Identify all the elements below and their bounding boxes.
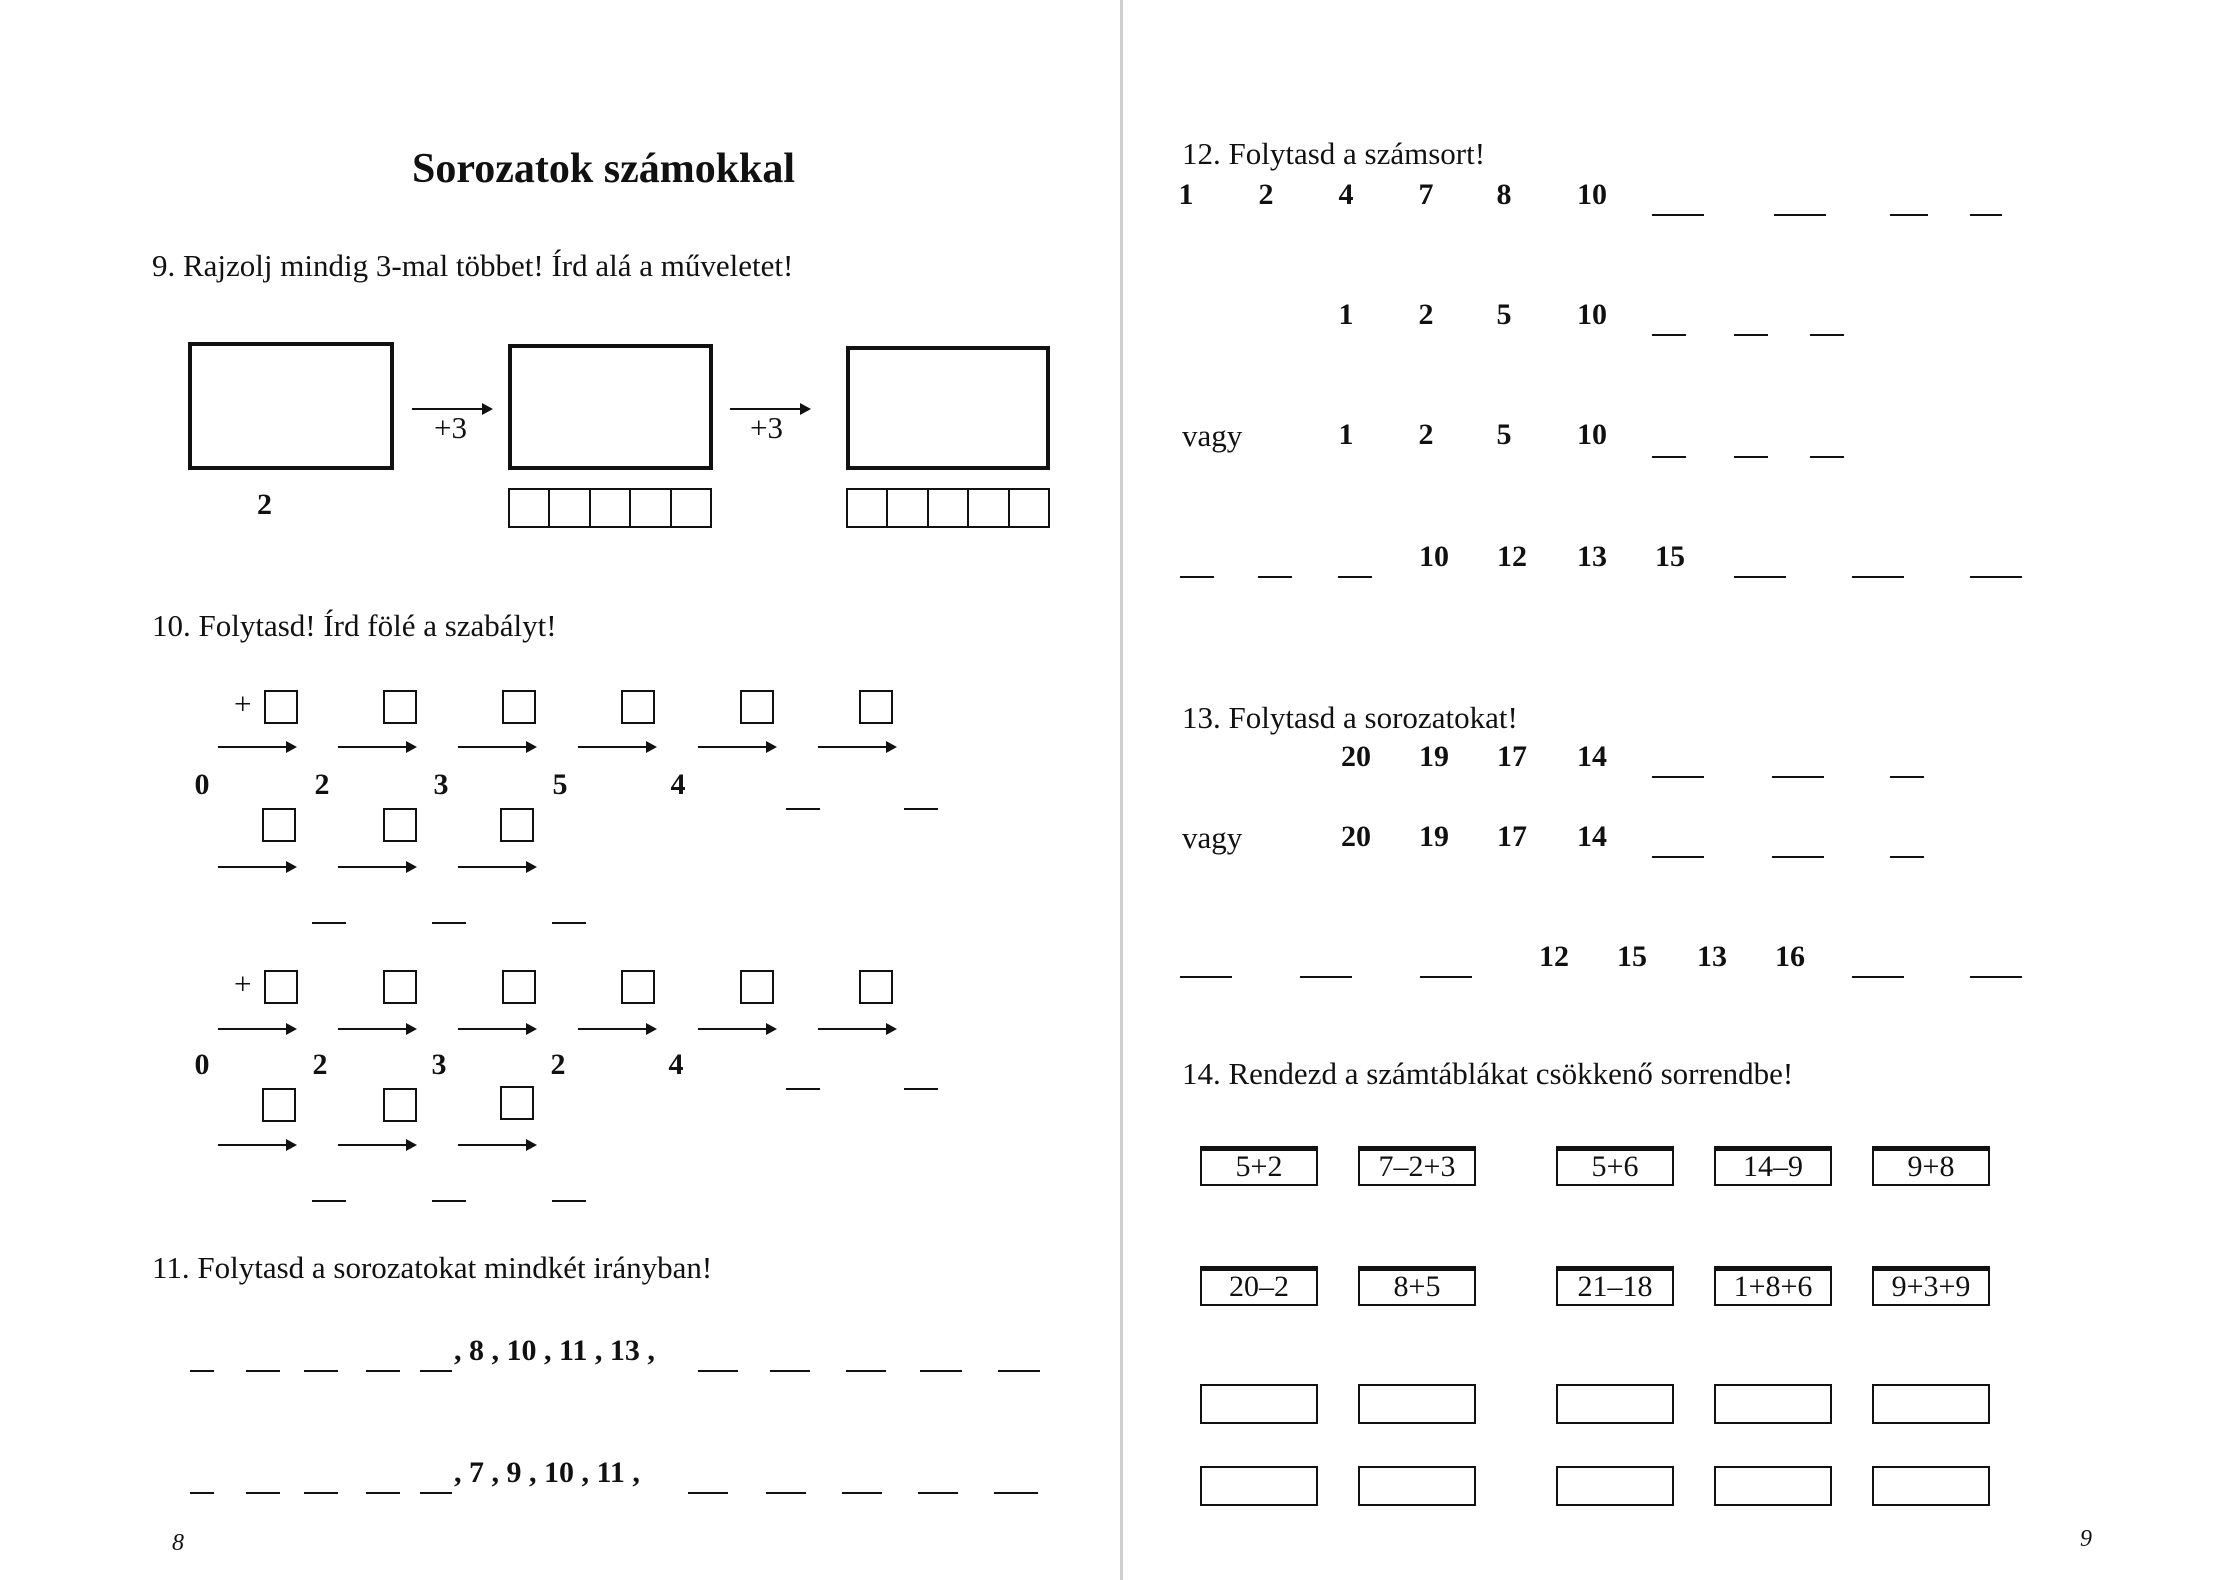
answer-blank[interactable] bbox=[420, 1370, 452, 1372]
answer-blank[interactable] bbox=[1652, 214, 1704, 216]
answer-blank[interactable] bbox=[1970, 214, 2002, 216]
sequence-number: 0 bbox=[194, 1048, 210, 1081]
rule-box[interactable] bbox=[262, 808, 296, 842]
sequence-number: 2 bbox=[1258, 178, 1274, 211]
empty-card-slot[interactable] bbox=[1714, 1466, 1832, 1506]
operation-cells-1[interactable] bbox=[508, 488, 712, 528]
task-9-instruction: 9. Rajzolj mindig 3-mal többet! Írd alá a műveletet! bbox=[152, 248, 794, 283]
answer-blank[interactable] bbox=[246, 1492, 280, 1494]
alternative-label: vagy bbox=[1182, 418, 1243, 453]
sequence-number: 2 bbox=[1418, 418, 1434, 451]
answer-blank[interactable] bbox=[1734, 576, 1786, 578]
answer-blank[interactable] bbox=[190, 1370, 214, 1372]
sequence-number: 15 bbox=[1655, 540, 1685, 573]
page-number: 9 bbox=[2080, 1526, 2092, 1552]
arrow bbox=[338, 866, 414, 868]
answer-blank[interactable] bbox=[1890, 856, 1924, 858]
answer-blank[interactable] bbox=[1734, 456, 1768, 458]
rule-box[interactable] bbox=[500, 808, 534, 842]
sequence-number: 1 bbox=[1338, 298, 1354, 331]
answer-blank[interactable] bbox=[1970, 976, 2022, 978]
sequence-number: 10 bbox=[1577, 178, 1607, 211]
sequence-text: , 7 , 9 , 10 , 11 , bbox=[454, 1456, 640, 1489]
answer-blank[interactable] bbox=[918, 1492, 958, 1494]
empty-card-slot[interactable] bbox=[1200, 1384, 1318, 1424]
operation-cells-2[interactable] bbox=[846, 488, 1050, 528]
sequence-number: 19 bbox=[1419, 740, 1449, 773]
answer-blank[interactable] bbox=[432, 922, 466, 924]
answer-blank[interactable] bbox=[994, 1492, 1038, 1494]
sequence-number: 3 bbox=[431, 1048, 447, 1081]
right-page bbox=[1124, 0, 2224, 1580]
arrow bbox=[338, 1144, 414, 1146]
task-14-instruction: 14. Rendezd a számtáblákat csökkenő sorrendbe! bbox=[1182, 1056, 1794, 1091]
empty-card-slot[interactable] bbox=[1556, 1384, 1674, 1424]
arrow bbox=[458, 866, 534, 868]
sequence-number: 12 bbox=[1539, 940, 1569, 973]
task-10-instruction: 10. Folytasd! Írd fölé a szabályt! bbox=[152, 608, 557, 643]
answer-blank[interactable] bbox=[190, 1492, 214, 1494]
empty-card-slot[interactable] bbox=[1556, 1466, 1674, 1506]
answer-blank[interactable] bbox=[766, 1492, 806, 1494]
rule-box[interactable] bbox=[621, 690, 655, 724]
sequence-number: 20 bbox=[1341, 740, 1371, 773]
answer-blank[interactable] bbox=[688, 1492, 728, 1494]
answer-blank[interactable] bbox=[786, 1088, 820, 1090]
sequence-number: 2 bbox=[312, 1048, 328, 1081]
task-13-instruction: 13. Folytasd a sorozatokat! bbox=[1182, 700, 1518, 735]
answer-blank[interactable] bbox=[1852, 576, 1904, 578]
answer-blank[interactable] bbox=[1180, 976, 1232, 978]
sequence-number: 19 bbox=[1419, 820, 1449, 853]
answer-blank[interactable] bbox=[1890, 776, 1924, 778]
sequence-number: 3 bbox=[433, 768, 449, 801]
arrow bbox=[218, 1144, 294, 1146]
sequence-number: 10 bbox=[1577, 418, 1607, 451]
answer-blank[interactable] bbox=[1810, 456, 1844, 458]
empty-card-slot[interactable] bbox=[1358, 1466, 1476, 1506]
drawing-box-1[interactable] bbox=[188, 342, 394, 470]
rule-box[interactable] bbox=[262, 1088, 296, 1122]
drawing-box-2[interactable] bbox=[508, 344, 713, 470]
number-card[interactable]: 1+8+6 bbox=[1714, 1266, 1832, 1306]
arrow bbox=[698, 746, 774, 748]
sequence-number: 5 bbox=[1496, 418, 1512, 451]
sequence-number: 5 bbox=[552, 768, 568, 801]
operation-label-1: +3 bbox=[434, 410, 467, 445]
sequence-number: 4 bbox=[1338, 178, 1354, 211]
answer-blank[interactable] bbox=[1734, 334, 1768, 336]
answer-blank[interactable] bbox=[1852, 976, 1904, 978]
answer-blank[interactable] bbox=[432, 1200, 466, 1202]
start-number: 2 bbox=[257, 488, 272, 521]
sequence-number: 2 bbox=[550, 1048, 566, 1081]
rule-box[interactable] bbox=[859, 690, 893, 724]
sequence-number: 13 bbox=[1697, 940, 1727, 973]
answer-blank[interactable] bbox=[1970, 576, 2022, 578]
arrow bbox=[218, 866, 294, 868]
answer-blank[interactable] bbox=[1810, 334, 1844, 336]
rule-box[interactable] bbox=[383, 690, 417, 724]
answer-blank[interactable] bbox=[420, 1492, 452, 1494]
answer-blank[interactable] bbox=[1180, 576, 1214, 578]
answer-blank[interactable] bbox=[842, 1492, 882, 1494]
arrow bbox=[458, 1144, 534, 1146]
sequence-number: 10 bbox=[1577, 298, 1607, 331]
number-card[interactable]: 21–18 bbox=[1556, 1266, 1674, 1306]
answer-blank[interactable] bbox=[304, 1370, 338, 1372]
arrow bbox=[578, 746, 654, 748]
answer-blank[interactable] bbox=[552, 922, 586, 924]
sequence-number: 14 bbox=[1577, 820, 1607, 853]
rule-box[interactable] bbox=[859, 970, 893, 1004]
number-card[interactable]: 9+3+9 bbox=[1872, 1266, 1990, 1306]
arrow bbox=[218, 746, 294, 748]
answer-blank[interactable] bbox=[1652, 776, 1704, 778]
answer-blank[interactable] bbox=[698, 1370, 738, 1372]
answer-blank[interactable] bbox=[1890, 214, 1928, 216]
answer-blank[interactable] bbox=[1652, 856, 1704, 858]
answer-blank[interactable] bbox=[304, 1492, 338, 1494]
sequence-number: 2 bbox=[314, 768, 330, 801]
answer-blank[interactable] bbox=[366, 1370, 400, 1372]
rule-box[interactable] bbox=[383, 970, 417, 1004]
rule-box[interactable] bbox=[621, 970, 655, 1004]
sequence-number: 13 bbox=[1577, 540, 1607, 573]
empty-card-slot[interactable] bbox=[1872, 1466, 1990, 1506]
answer-blank[interactable] bbox=[552, 1200, 586, 1202]
arrow bbox=[818, 1028, 894, 1030]
sequence-number: 1 bbox=[1178, 178, 1194, 211]
answer-blank[interactable] bbox=[770, 1370, 810, 1372]
answer-blank[interactable] bbox=[246, 1370, 280, 1372]
answer-blank[interactable] bbox=[1652, 456, 1686, 458]
rule-box[interactable] bbox=[502, 690, 536, 724]
answer-blank[interactable] bbox=[1338, 576, 1372, 578]
sequence-number: 17 bbox=[1497, 820, 1527, 853]
rule-box[interactable] bbox=[264, 970, 298, 1004]
sequence-number: 14 bbox=[1577, 740, 1607, 773]
answer-blank[interactable] bbox=[786, 808, 820, 810]
arrow bbox=[818, 746, 894, 748]
sequence-number: 8 bbox=[1496, 178, 1512, 211]
sequence-number: 1 bbox=[1338, 418, 1354, 451]
answer-blank[interactable] bbox=[1772, 776, 1824, 778]
page-number: 8 bbox=[172, 1530, 184, 1556]
answer-blank[interactable] bbox=[904, 1088, 938, 1090]
number-card[interactable]: 20–2 bbox=[1200, 1266, 1318, 1306]
number-card[interactable]: 8+5 bbox=[1358, 1266, 1476, 1306]
sequence-number: 2 bbox=[1418, 298, 1434, 331]
plus-sign: + bbox=[234, 686, 252, 721]
sequence-number: 20 bbox=[1341, 820, 1371, 853]
sequence-number: 4 bbox=[670, 768, 686, 801]
rule-box[interactable] bbox=[740, 690, 774, 724]
answer-blank[interactable] bbox=[1652, 334, 1686, 336]
rule-box[interactable] bbox=[740, 970, 774, 1004]
answer-blank[interactable] bbox=[1258, 576, 1292, 578]
rule-box[interactable] bbox=[500, 1086, 534, 1120]
sequence-number: 7 bbox=[1418, 178, 1434, 211]
answer-blank[interactable] bbox=[920, 1370, 962, 1372]
arrow bbox=[338, 746, 414, 748]
arrow bbox=[698, 1028, 774, 1030]
plus-sign: + bbox=[234, 966, 252, 1001]
alternative-label: vagy bbox=[1182, 820, 1243, 855]
sequence-text: , 8 , 10 , 11 , 13 , bbox=[454, 1334, 655, 1367]
arrow bbox=[578, 1028, 654, 1030]
rule-box[interactable] bbox=[264, 690, 298, 724]
task-12-instruction: 12. Folytasd a számsort! bbox=[1182, 136, 1486, 171]
sequence-number: 5 bbox=[1496, 298, 1512, 331]
empty-card-slot[interactable] bbox=[1872, 1384, 1990, 1424]
answer-blank[interactable] bbox=[846, 1370, 886, 1372]
answer-blank[interactable] bbox=[1420, 976, 1472, 978]
arrow bbox=[218, 1028, 294, 1030]
page-title: Sorozatok számokkal bbox=[412, 146, 796, 192]
operation-label-2: +3 bbox=[750, 410, 783, 445]
number-card[interactable]: 5+6 bbox=[1556, 1146, 1674, 1186]
answer-blank[interactable] bbox=[1772, 856, 1824, 858]
rule-box[interactable] bbox=[383, 1088, 417, 1122]
empty-card-slot[interactable] bbox=[1714, 1384, 1832, 1424]
answer-blank[interactable] bbox=[312, 1200, 346, 1202]
sequence-number: 12 bbox=[1497, 540, 1527, 573]
number-card[interactable]: 14–9 bbox=[1714, 1146, 1832, 1186]
number-card[interactable]: 9+8 bbox=[1872, 1146, 1990, 1186]
sequence-number: 10 bbox=[1419, 540, 1449, 573]
arrow bbox=[458, 746, 534, 748]
empty-card-slot[interactable] bbox=[1200, 1466, 1318, 1506]
sequence-number: 15 bbox=[1617, 940, 1647, 973]
answer-blank[interactable] bbox=[904, 808, 938, 810]
task-11-instruction: 11. Folytasd a sorozatokat mindkét irányban! bbox=[152, 1250, 713, 1285]
rule-box[interactable] bbox=[502, 970, 536, 1004]
answer-blank[interactable] bbox=[1774, 214, 1826, 216]
sequence-number: 17 bbox=[1497, 740, 1527, 773]
answer-blank[interactable] bbox=[1300, 976, 1352, 978]
answer-blank[interactable] bbox=[366, 1492, 400, 1494]
arrow bbox=[338, 1028, 414, 1030]
answer-blank[interactable] bbox=[312, 922, 346, 924]
number-card[interactable]: 5+2 bbox=[1200, 1146, 1318, 1186]
sequence-number: 0 bbox=[194, 768, 210, 801]
sequence-number: 16 bbox=[1775, 940, 1805, 973]
drawing-box-3[interactable] bbox=[846, 346, 1050, 470]
arrow bbox=[458, 1028, 534, 1030]
rule-box[interactable] bbox=[383, 808, 417, 842]
answer-blank[interactable] bbox=[998, 1370, 1040, 1372]
empty-card-slot[interactable] bbox=[1358, 1384, 1476, 1424]
number-card[interactable]: 7–2+3 bbox=[1358, 1146, 1476, 1186]
sequence-number: 4 bbox=[668, 1048, 684, 1081]
